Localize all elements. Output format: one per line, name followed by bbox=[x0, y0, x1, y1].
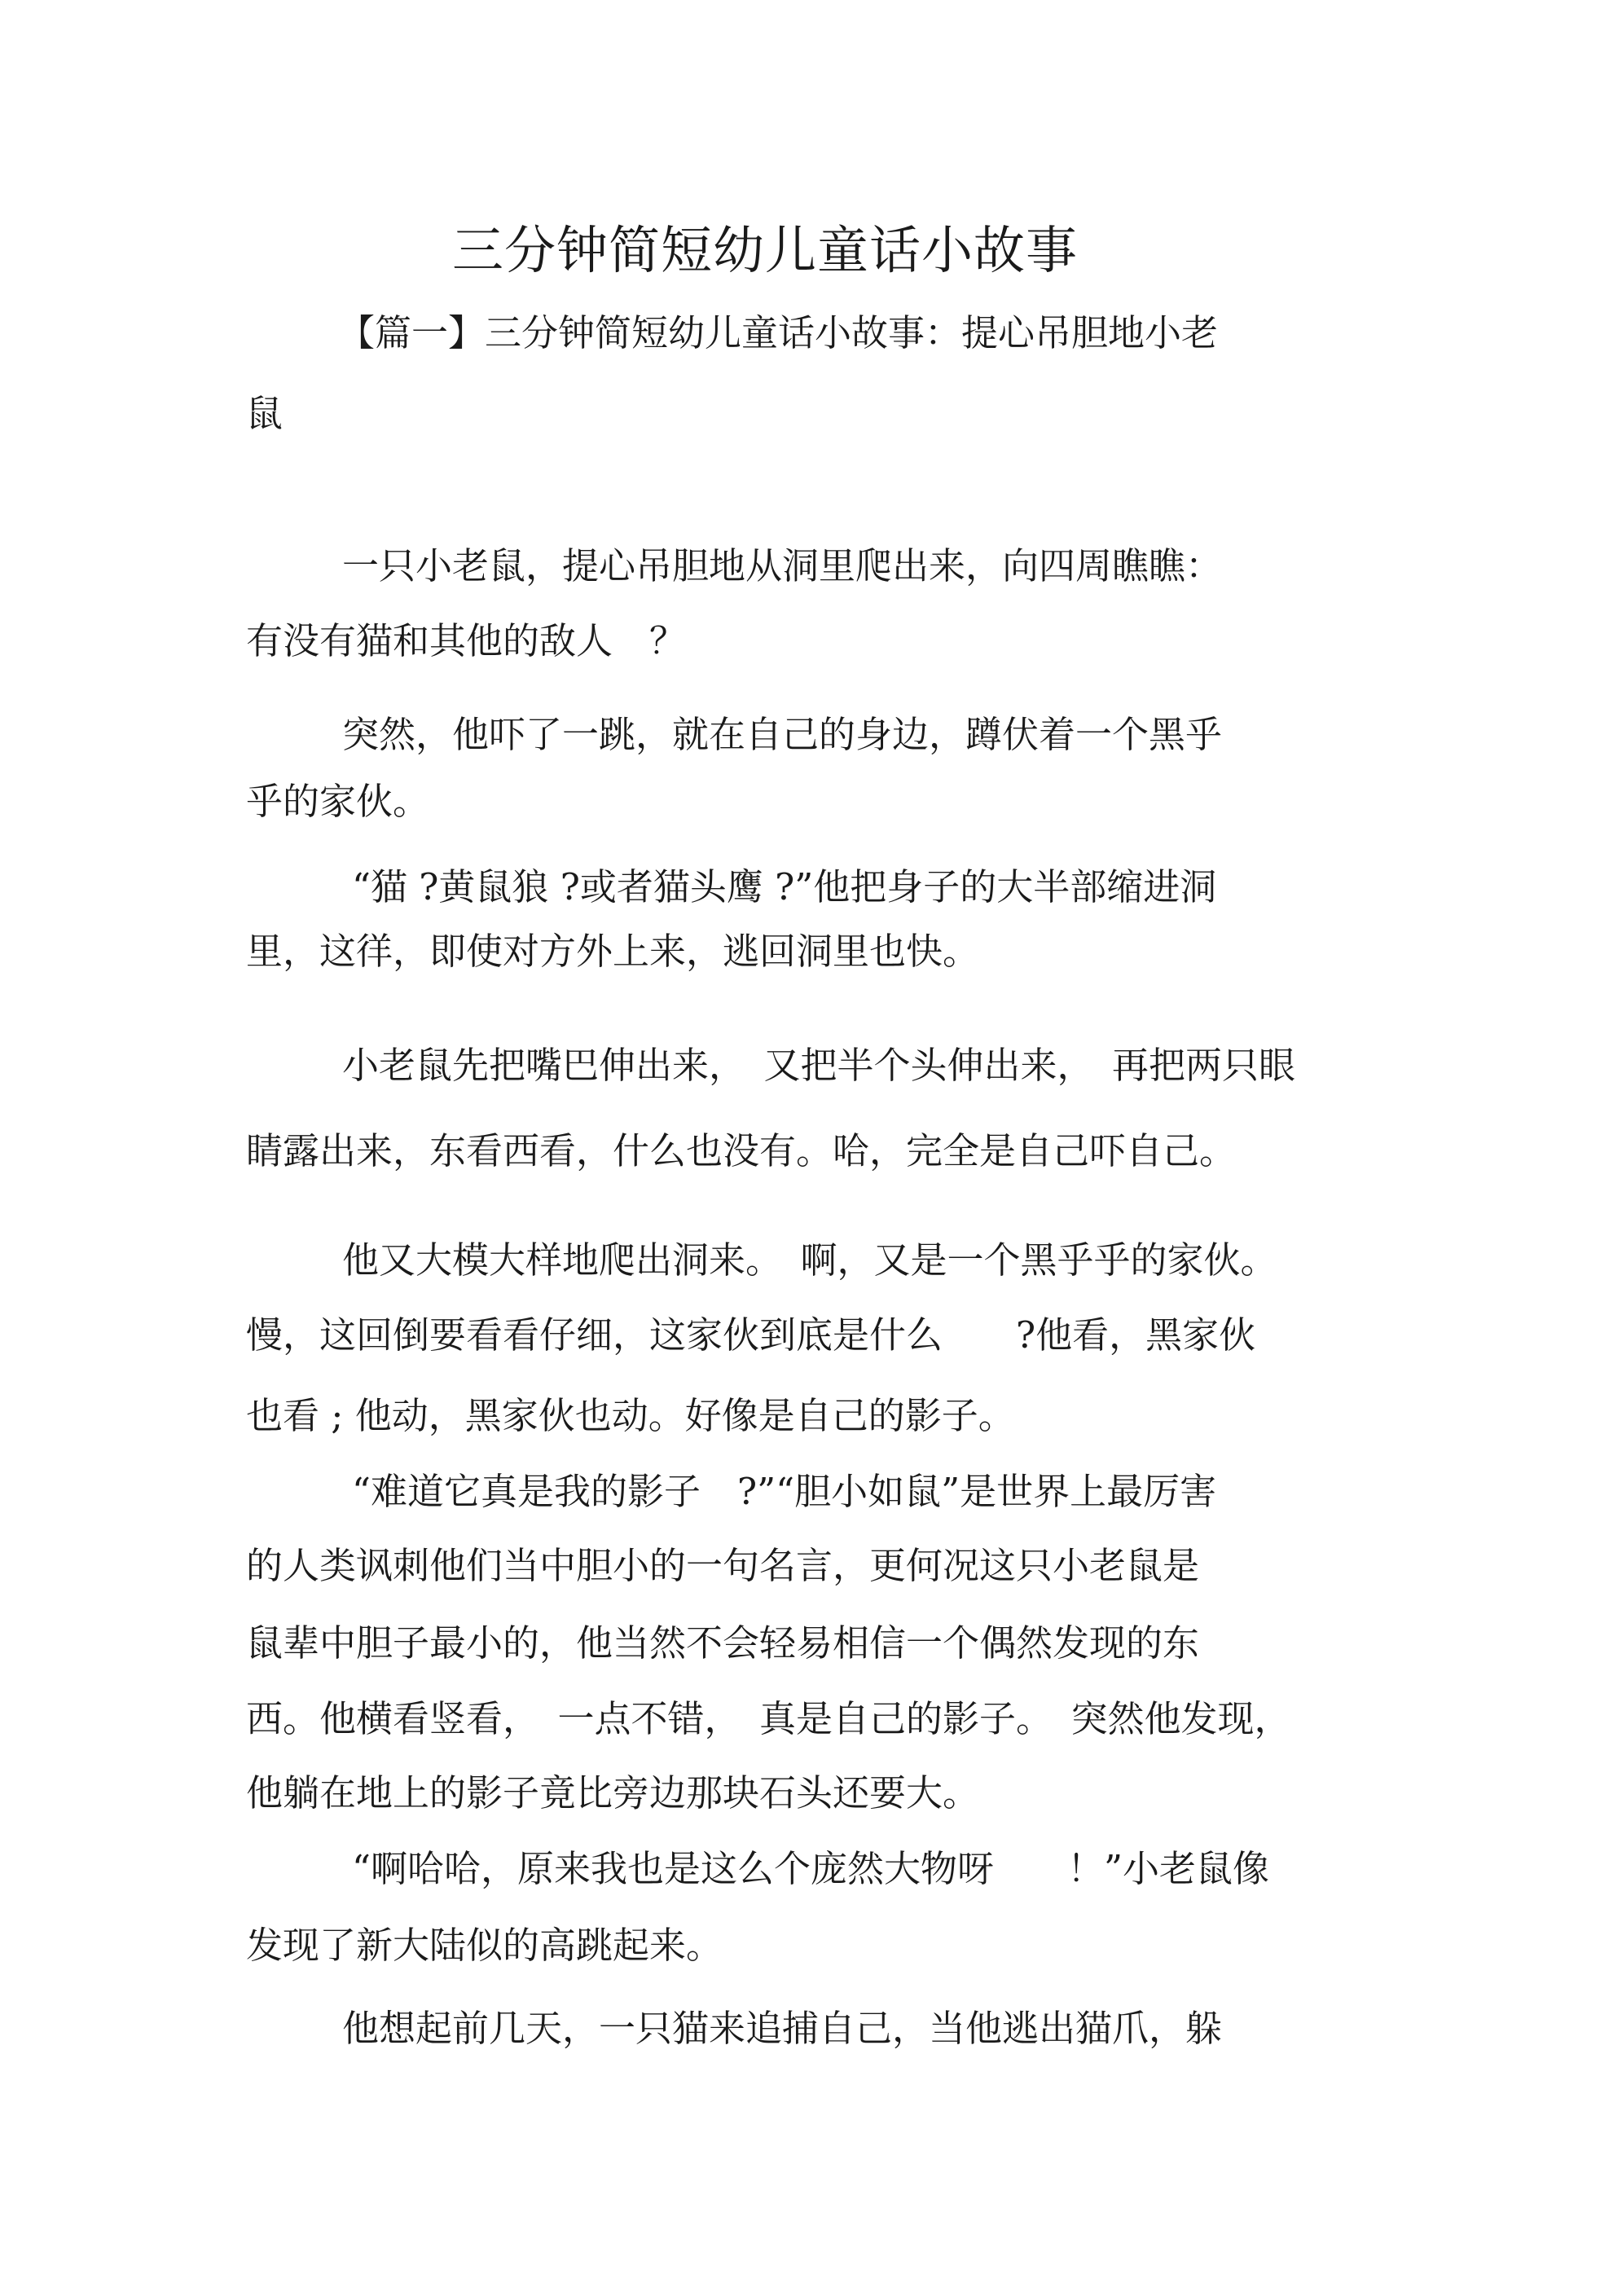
document-title: 三分钟简短幼儿童话小故事 bbox=[452, 221, 1078, 280]
paragraph-line: 一只小老鼠，提心吊胆地从洞里爬出来，向四周瞧瞧： bbox=[342, 544, 1223, 587]
paragraph-line: 的人类讽刺他们当中胆小的一句名言，更何况这只小老鼠是 bbox=[246, 1544, 1200, 1587]
paragraph-line: 鼠辈中胆子最小的，他当然不会轻易相信一个偶然发现的东 bbox=[246, 1621, 1200, 1665]
paragraph-line: 他躺在地上的影子竟比旁边那块石头还要大。 bbox=[246, 1771, 980, 1814]
paragraph-line: 他又大模大样地爬出洞来。 啊，又是一个黑乎乎的家伙。 bbox=[342, 1238, 1277, 1282]
paragraph-line: 西。他横看竖看， 一点不错， 真是自己的影子。 突然他发现， bbox=[246, 1697, 1291, 1740]
paragraph-line: 里，这徉，即使对方外上来，逃回洞里也快。 bbox=[246, 930, 980, 973]
paragraph-line: 他想起前几天，一只猫来追捕自己，当他逃出猫爪，躲 bbox=[342, 2007, 1223, 2050]
paragraph-line: 小老鼠先把嘴巴伸出来， 又把半个头伸出来， 再把两只眼 bbox=[342, 1044, 1296, 1087]
paragraph-line: 也看 ; 他动，黑家伙也动。好像是自己的影子。 bbox=[246, 1394, 1015, 1437]
paragraph-line: “难道它真是我的影子 ?”“胆小如鼠”是世界上最厉害 bbox=[352, 1470, 1217, 1513]
section-heading-line: 【篇一】三分钟简短幼儿童话小故事：提心吊胆地小老 bbox=[338, 311, 1219, 354]
section-heading-line: 鼠 bbox=[246, 392, 284, 435]
paragraph-line: 乎的家伙。 bbox=[246, 780, 430, 823]
paragraph-line: “啊哈哈，原来我也是这么个庞然大物呀 ！”小老鼠像 bbox=[352, 1847, 1270, 1890]
paragraph-line: 睛露出来，东看西看，什么也没有。哈，完全是自己吓自己。 bbox=[246, 1129, 1237, 1172]
paragraph-line: 慢，这回倒要看看仔细，这家伙到底是什么 ?他看，黑家伙 bbox=[246, 1313, 1256, 1357]
paragraph-line: 有没有猫和其他的敌人 ？ bbox=[246, 619, 687, 662]
paragraph-line: 突然，他吓了一跳，就在自己的身边，蹲伏着一个黑乎 bbox=[342, 713, 1223, 756]
paragraph-line: “猫 ?黄鼠狼 ?或者猫头鹰 ?”他把身子的大半部缩进洞 bbox=[352, 865, 1217, 908]
paragraph-line: 发现了新大陆似的高跳起来。 bbox=[246, 1924, 723, 1967]
